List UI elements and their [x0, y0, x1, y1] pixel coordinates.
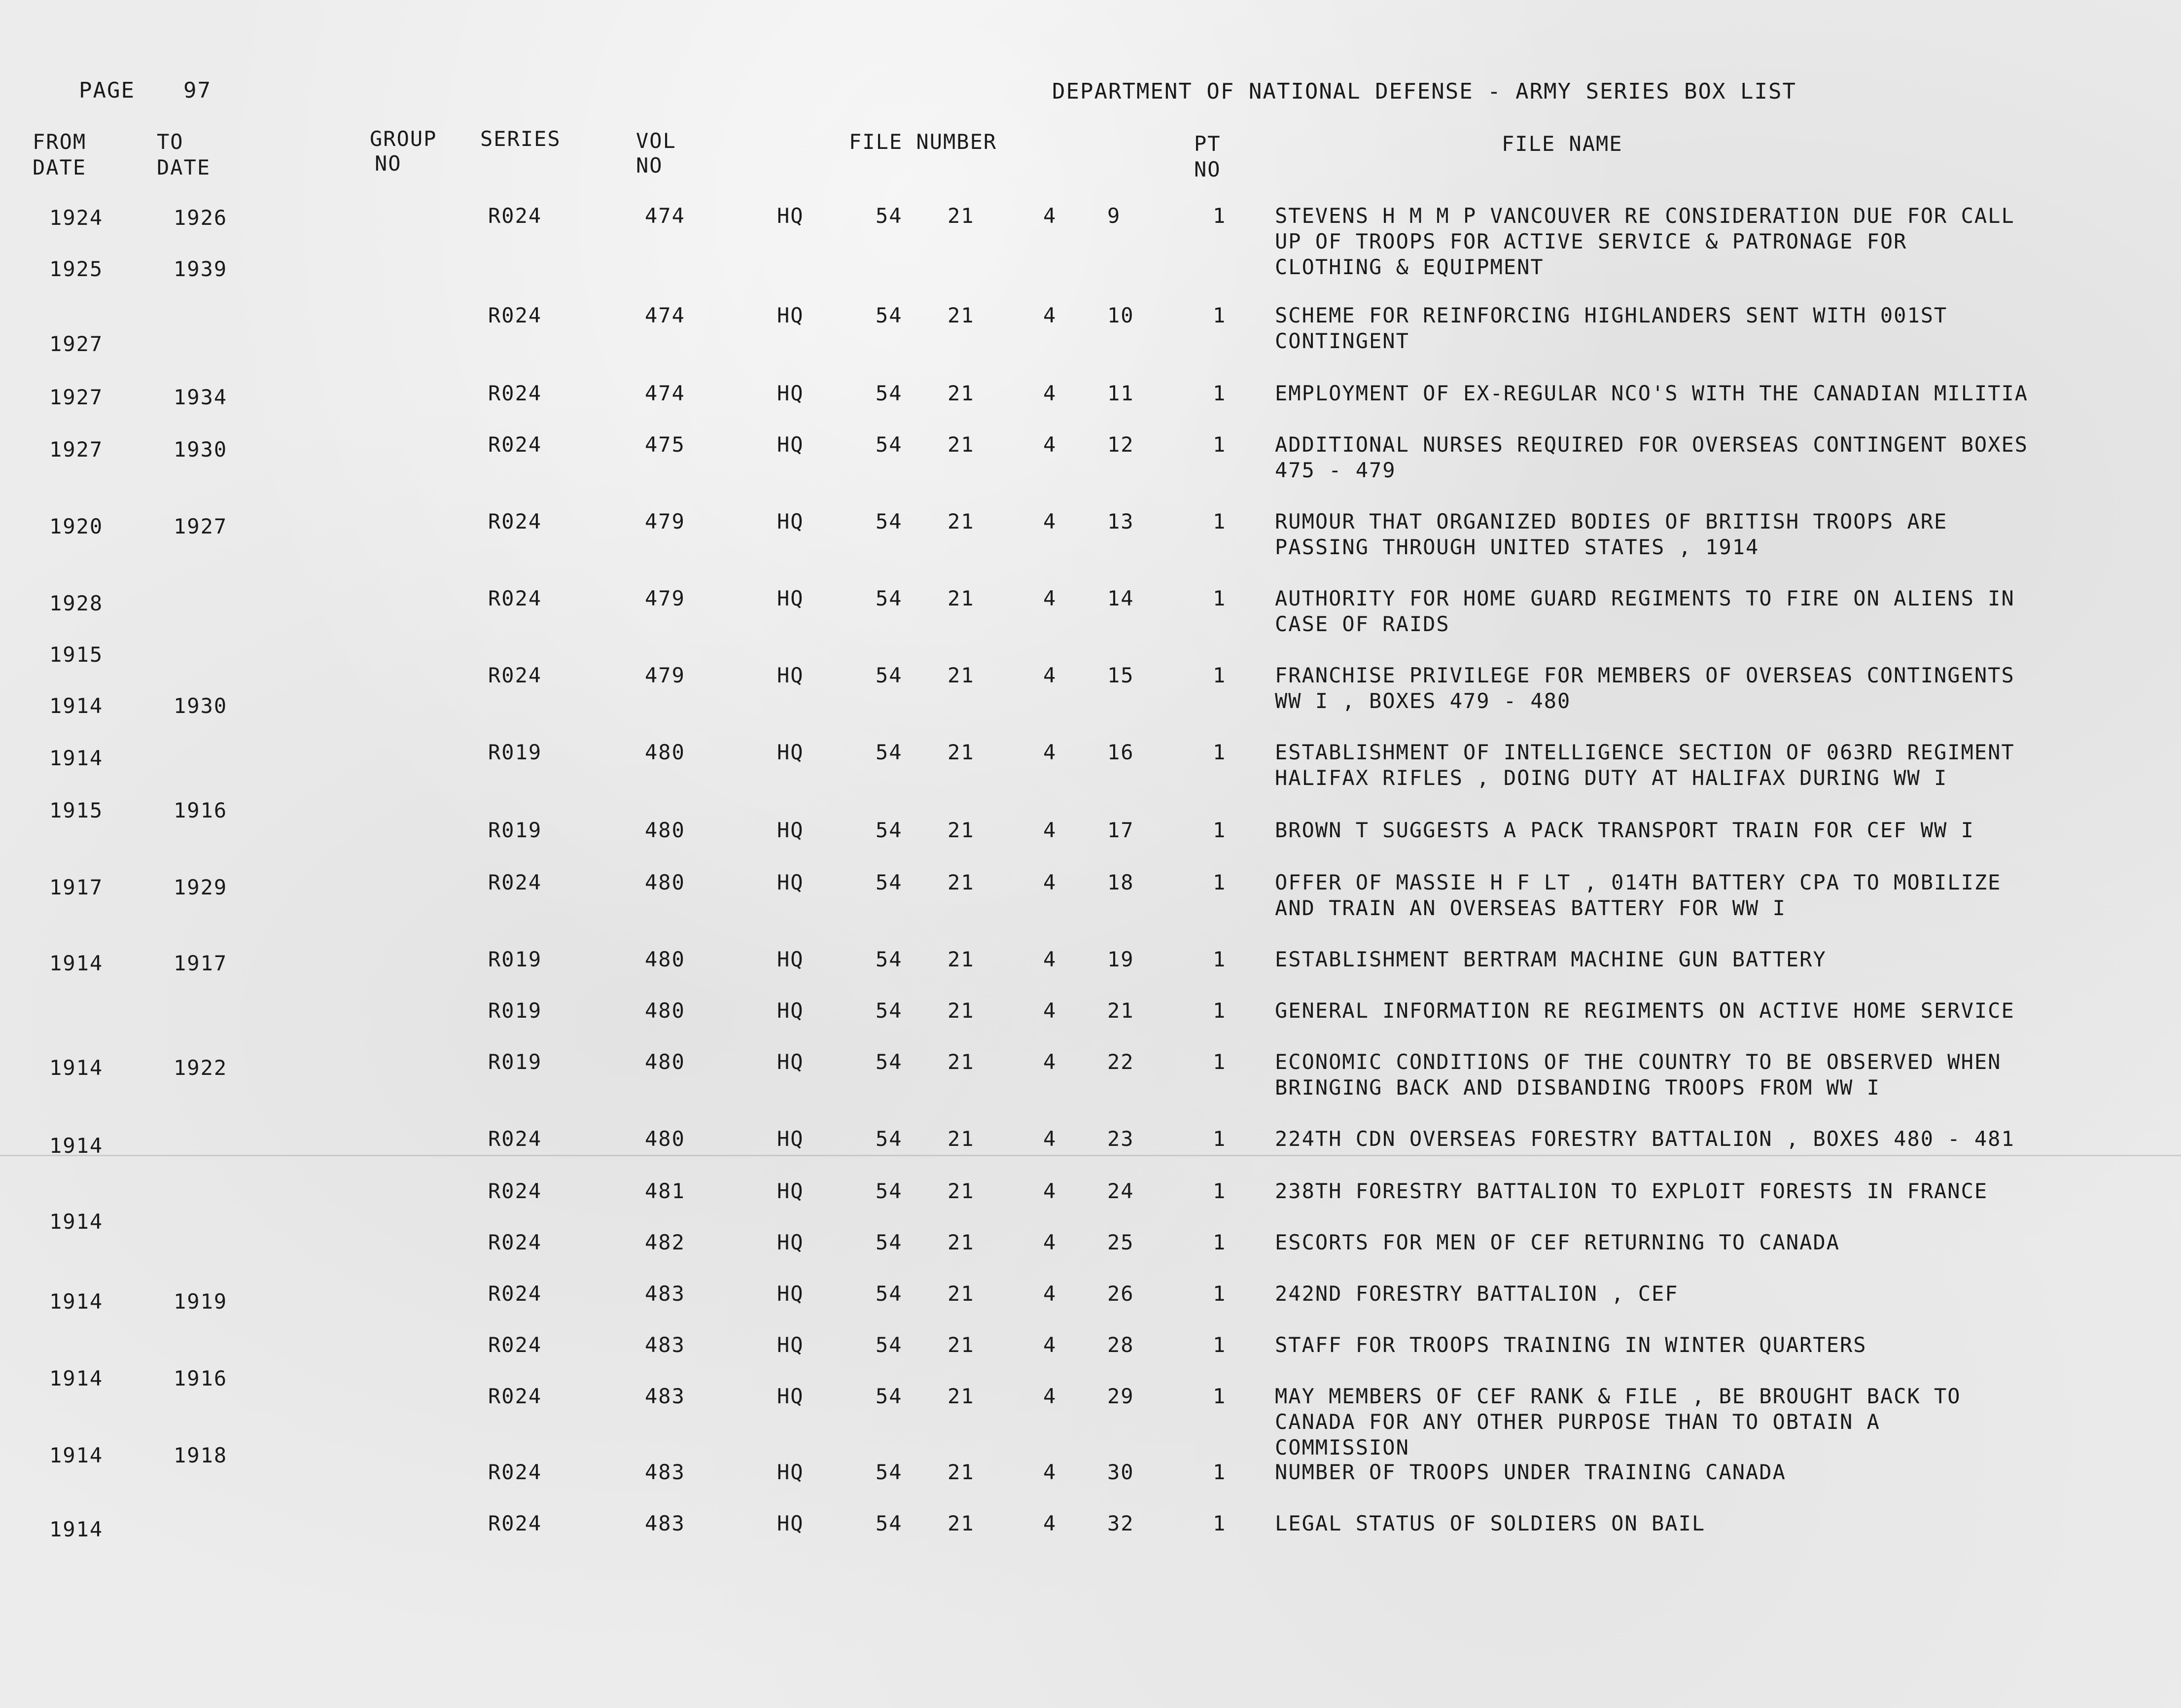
file-number-part-2: 21	[948, 1333, 975, 1357]
vol-no: 483	[645, 1511, 685, 1535]
file-number-part-2: 21	[948, 1281, 975, 1306]
from-date: 1927	[49, 385, 104, 409]
file-name-line: AUTHORITY FOR HOME GUARD REGIMENTS TO FIRE ON ALIENS IN	[1275, 586, 2015, 610]
file-number-part-4: 15	[1107, 663, 1134, 687]
to-date: 1929	[174, 875, 228, 899]
from-date: 1924	[49, 206, 104, 230]
series: R024	[488, 204, 542, 228]
from-date: 1915	[49, 642, 104, 667]
file-number-part-3: 4	[1043, 740, 1057, 764]
col-header-series: SERIES	[480, 127, 561, 151]
col-header-to: TO	[157, 130, 184, 154]
vol-no: 483	[645, 1384, 685, 1408]
file-name-line: 242ND FORESTRY BATTALION , CEF	[1275, 1281, 1679, 1306]
file-name-line: STEVENS H M M P VANCOUVER RE CONSIDERATION DUE FOR CALL	[1275, 204, 2015, 228]
file-number-part-4: 17	[1107, 818, 1134, 842]
file-number-part-4: 13	[1107, 509, 1134, 534]
file-number-part-3: 4	[1043, 204, 1057, 228]
series: R024	[488, 1179, 542, 1203]
file-number-part-1: 54	[876, 1460, 903, 1484]
file-name-line: BROWN T SUGGESTS A PACK TRANSPORT TRAIN FOR CEF WW I	[1275, 818, 1974, 842]
pt-no: 1	[1213, 998, 1227, 1023]
from-date: 1927	[49, 332, 104, 356]
file-number-part-1: 54	[876, 586, 903, 610]
file-number-part-2: 21	[948, 1230, 975, 1254]
from-date: 1928	[49, 591, 104, 615]
pt-no: 1	[1213, 586, 1227, 610]
file-number-part-4: 24	[1107, 1179, 1134, 1203]
series: R024	[488, 870, 542, 894]
file-number-part-4: 29	[1107, 1384, 1134, 1408]
hq-code: HQ	[777, 1230, 804, 1254]
file-name-line: 224TH CDN OVERSEAS FORESTRY BATTALION , BOXES 480 - 481	[1275, 1127, 2015, 1151]
col-header-vol-no: NO	[636, 153, 663, 178]
file-number-part-3: 4	[1043, 1127, 1057, 1151]
file-number-part-2: 21	[948, 818, 975, 842]
series: R024	[488, 381, 542, 405]
file-number-part-2: 21	[948, 663, 975, 687]
hq-code: HQ	[777, 204, 804, 228]
vol-no: 480	[645, 818, 685, 842]
to-date: 1922	[174, 1056, 228, 1080]
file-number-part-1: 54	[876, 1281, 903, 1306]
col-header-pt-no: NO	[1194, 157, 1221, 181]
file-name-line: BRINGING BACK AND DISBANDING TROOPS FROM WW I	[1275, 1075, 1880, 1100]
file-name-line: STAFF FOR TROOPS TRAINING IN WINTER QUARTERS	[1275, 1333, 1867, 1357]
pt-no: 1	[1213, 204, 1227, 228]
page-label: PAGE	[79, 78, 135, 103]
pt-no: 1	[1213, 1050, 1227, 1074]
file-name-line: ADDITIONAL NURSES REQUIRED FOR OVERSEAS CONTINGENT BOXES	[1275, 432, 2029, 457]
col-header-file-name: FILE NAME	[1502, 132, 1623, 156]
file-number-part-1: 54	[876, 740, 903, 764]
from-date: 1920	[49, 514, 104, 538]
vol-no: 480	[645, 1127, 685, 1151]
file-number-part-4: 11	[1107, 381, 1134, 405]
vol-no: 479	[645, 509, 685, 534]
file-number-part-1: 54	[876, 303, 903, 327]
file-number-part-4: 22	[1107, 1050, 1134, 1074]
file-number-part-1: 54	[876, 663, 903, 687]
file-number-part-2: 21	[948, 1511, 975, 1535]
hq-code: HQ	[777, 1127, 804, 1151]
file-number-part-4: 16	[1107, 740, 1134, 764]
file-number-part-4: 14	[1107, 586, 1134, 610]
file-number-part-3: 4	[1043, 303, 1057, 327]
col-header-from-date: DATE	[33, 155, 87, 179]
series: R024	[488, 663, 542, 687]
file-number-part-1: 54	[876, 1230, 903, 1254]
file-number-part-2: 21	[948, 303, 975, 327]
from-date: 1915	[49, 798, 104, 822]
series: R019	[488, 740, 542, 764]
file-number-part-4: 28	[1107, 1333, 1134, 1357]
file-number-part-1: 54	[876, 818, 903, 842]
file-number-part-3: 4	[1043, 1384, 1057, 1408]
file-number-part-2: 21	[948, 204, 975, 228]
hq-code: HQ	[777, 432, 804, 457]
hq-code: HQ	[777, 740, 804, 764]
from-date: 1914	[49, 1289, 104, 1314]
file-number-part-3: 4	[1043, 998, 1057, 1023]
file-name-line: 475 - 479	[1275, 458, 1396, 482]
from-date: 1917	[49, 875, 104, 899]
file-name-line: RUMOUR THAT ORGANIZED BODIES OF BRITISH TROOPS ARE	[1275, 509, 1948, 534]
file-number-part-3: 4	[1043, 1460, 1057, 1484]
from-date: 1914	[49, 1366, 104, 1390]
col-header-vol: VOL	[636, 129, 676, 153]
series: R024	[488, 1230, 542, 1254]
pt-no: 1	[1213, 1384, 1227, 1408]
file-name-line: GENERAL INFORMATION RE REGIMENTS ON ACTIVE HOME SERVICE	[1275, 998, 2015, 1023]
file-number-part-4: 23	[1107, 1127, 1134, 1151]
file-name-line: SCHEME FOR REINFORCING HIGHLANDERS SENT WITH 001ST	[1275, 303, 1948, 327]
to-date: 1939	[174, 257, 228, 281]
vol-no: 479	[645, 586, 685, 610]
file-number-part-3: 4	[1043, 509, 1057, 534]
col-header-from: FROM	[33, 130, 87, 154]
pt-no: 1	[1213, 740, 1227, 764]
hq-code: HQ	[777, 818, 804, 842]
hq-code: HQ	[777, 586, 804, 610]
hq-code: HQ	[777, 947, 804, 971]
vol-no: 480	[645, 947, 685, 971]
file-name-line: CLOTHING & EQUIPMENT	[1275, 255, 1544, 279]
from-date: 1914	[49, 694, 104, 718]
file-name-line: CONTINGENT	[1275, 329, 1409, 353]
vol-no: 481	[645, 1179, 685, 1203]
file-name-line: LEGAL STATUS OF SOLDIERS ON BAIL	[1275, 1511, 1706, 1535]
file-name-line: HALIFAX RIFLES , DOING DUTY AT HALIFAX DURING WW I	[1275, 766, 1948, 790]
hq-code: HQ	[777, 381, 804, 405]
pt-no: 1	[1213, 947, 1227, 971]
file-number-part-3: 4	[1043, 870, 1057, 894]
from-date: 1914	[49, 1056, 104, 1080]
file-number-part-2: 21	[948, 1460, 975, 1484]
from-date: 1914	[49, 951, 104, 975]
file-name-line: 238TH FORESTRY BATTALION TO EXPLOIT FORESTS IN FRANCE	[1275, 1179, 1988, 1203]
file-number-part-2: 21	[948, 1179, 975, 1203]
series: R024	[488, 1511, 542, 1535]
vol-no: 479	[645, 663, 685, 687]
from-date: 1925	[49, 257, 104, 281]
file-number-part-2: 21	[948, 381, 975, 405]
series: R024	[488, 1127, 542, 1151]
file-name-line: ESCORTS FOR MEN OF CEF RETURNING TO CANADA	[1275, 1230, 1840, 1254]
file-number-part-1: 54	[876, 1050, 903, 1074]
page-number: 97	[183, 78, 211, 103]
col-header-file-number: FILE NUMBER	[849, 130, 997, 154]
hq-code: HQ	[777, 663, 804, 687]
from-date: 1914	[49, 1134, 104, 1158]
scan-line	[0, 1155, 2181, 1156]
hq-code: HQ	[777, 303, 804, 327]
pt-no: 1	[1213, 1127, 1227, 1151]
hq-code: HQ	[777, 1050, 804, 1074]
file-number-part-3: 4	[1043, 663, 1057, 687]
hq-code: HQ	[777, 998, 804, 1023]
pt-no: 1	[1213, 1179, 1227, 1203]
hq-code: HQ	[777, 870, 804, 894]
file-number-part-2: 21	[948, 998, 975, 1023]
vol-no: 482	[645, 1230, 685, 1254]
file-number-part-2: 21	[948, 509, 975, 534]
file-number-part-2: 21	[948, 1384, 975, 1408]
series: R024	[488, 1384, 542, 1408]
pt-no: 1	[1213, 818, 1227, 842]
from-date: 1927	[49, 437, 104, 462]
file-number-part-4: 18	[1107, 870, 1134, 894]
col-header-group: GROUP	[370, 127, 437, 151]
file-number-part-4: 30	[1107, 1460, 1134, 1484]
file-name-line: WW I , BOXES 479 - 480	[1275, 689, 1571, 713]
from-date: 1914	[49, 1517, 104, 1541]
file-number-part-2: 21	[948, 1127, 975, 1151]
file-number-part-3: 4	[1043, 1511, 1057, 1535]
series: R024	[488, 303, 542, 327]
file-number-part-4: 9	[1107, 204, 1121, 228]
col-header-group-no: NO	[375, 151, 402, 176]
vol-no: 480	[645, 998, 685, 1023]
series: R019	[488, 947, 542, 971]
file-number-part-3: 4	[1043, 1281, 1057, 1306]
file-number-part-4: 10	[1107, 303, 1134, 327]
file-name-line: FRANCHISE PRIVILEGE FOR MEMBERS OF OVERSEAS CONTINGENTS	[1275, 663, 2015, 687]
file-number-part-1: 54	[876, 432, 903, 457]
file-number-part-1: 54	[876, 1384, 903, 1408]
series: R024	[488, 586, 542, 610]
file-number-part-3: 4	[1043, 586, 1057, 610]
file-number-part-1: 54	[876, 870, 903, 894]
file-name-line: PASSING THROUGH UNITED STATES , 1914	[1275, 535, 1759, 559]
pt-no: 1	[1213, 1333, 1227, 1357]
file-number-part-3: 4	[1043, 432, 1057, 457]
to-date: 1927	[174, 514, 228, 538]
file-name-line: EMPLOYMENT OF EX-REGULAR NCO'S WITH THE CANADIAN MILITIA	[1275, 381, 2029, 405]
series: R024	[488, 1460, 542, 1484]
series: R024	[488, 432, 542, 457]
file-number-part-3: 4	[1043, 1050, 1057, 1074]
vol-no: 480	[645, 1050, 685, 1074]
from-date: 1914	[49, 1443, 104, 1467]
file-name-line: COMMISSION	[1275, 1435, 1409, 1459]
file-name-line: UP OF TROOPS FOR ACTIVE SERVICE & PATRONAGE FOR	[1275, 229, 1907, 253]
hq-code: HQ	[777, 1179, 804, 1203]
to-date: 1919	[174, 1289, 228, 1314]
pt-no: 1	[1213, 509, 1227, 534]
file-number-part-1: 54	[876, 381, 903, 405]
hq-code: HQ	[777, 1281, 804, 1306]
pt-no: 1	[1213, 663, 1227, 687]
col-header-pt: PT	[1194, 132, 1221, 156]
pt-no: 1	[1213, 1460, 1227, 1484]
file-number-part-4: 19	[1107, 947, 1134, 971]
file-name-line: CASE OF RAIDS	[1275, 612, 1450, 636]
file-number-part-4: 26	[1107, 1281, 1134, 1306]
series: R024	[488, 509, 542, 534]
vol-no: 480	[645, 870, 685, 894]
vol-no: 483	[645, 1460, 685, 1484]
file-number-part-1: 54	[876, 1179, 903, 1203]
file-number-part-3: 4	[1043, 818, 1057, 842]
file-number-part-2: 21	[948, 1050, 975, 1074]
file-number-part-1: 54	[876, 1511, 903, 1535]
file-number-part-1: 54	[876, 998, 903, 1023]
file-name-line: NUMBER OF TROOPS UNDER TRAINING CANADA	[1275, 1460, 1786, 1484]
file-number-part-1: 54	[876, 204, 903, 228]
file-number-part-1: 54	[876, 1127, 903, 1151]
file-number-part-2: 21	[948, 947, 975, 971]
file-number-part-1: 54	[876, 1333, 903, 1357]
file-number-part-3: 4	[1043, 1230, 1057, 1254]
hq-code: HQ	[777, 1384, 804, 1408]
vol-no: 480	[645, 740, 685, 764]
file-number-part-3: 4	[1043, 1333, 1057, 1357]
file-number-part-4: 12	[1107, 432, 1134, 457]
file-number-part-2: 21	[948, 870, 975, 894]
vol-no: 474	[645, 204, 685, 228]
hq-code: HQ	[777, 509, 804, 534]
to-date: 1916	[174, 798, 228, 822]
file-number-part-2: 21	[948, 586, 975, 610]
series: R024	[488, 1281, 542, 1306]
to-date: 1918	[174, 1443, 228, 1467]
to-date: 1934	[174, 385, 228, 409]
vol-no: 483	[645, 1281, 685, 1306]
file-number-part-2: 21	[948, 432, 975, 457]
to-date: 1917	[174, 951, 228, 975]
series: R024	[488, 1333, 542, 1357]
pt-no: 1	[1213, 303, 1227, 327]
page-title: DEPARTMENT OF NATIONAL DEFENSE - ARMY SERIES BOX LIST	[1052, 79, 1796, 104]
pt-no: 1	[1213, 1281, 1227, 1306]
file-number-part-2: 21	[948, 740, 975, 764]
file-name-line: ESTABLISHMENT OF INTELLIGENCE SECTION OF 063RD REGIMENT	[1275, 740, 2015, 764]
file-number-part-3: 4	[1043, 1179, 1057, 1203]
vol-no: 474	[645, 381, 685, 405]
hq-code: HQ	[777, 1333, 804, 1357]
to-date: 1926	[174, 206, 228, 230]
file-name-line: OFFER OF MASSIE H F LT , 014TH BATTERY CPA TO MOBILIZE	[1275, 870, 2002, 894]
to-date: 1930	[174, 437, 228, 462]
file-number-part-4: 32	[1107, 1511, 1134, 1535]
file-name-line: AND TRAIN AN OVERSEAS BATTERY FOR WW I	[1275, 896, 1786, 920]
pt-no: 1	[1213, 1511, 1227, 1535]
col-header-to-date: DATE	[157, 155, 211, 179]
hq-code: HQ	[777, 1460, 804, 1484]
pt-no: 1	[1213, 381, 1227, 405]
series: R019	[488, 998, 542, 1023]
to-date: 1930	[174, 694, 228, 718]
pt-no: 1	[1213, 870, 1227, 894]
from-date: 1914	[49, 1210, 104, 1234]
file-name-line: MAY MEMBERS OF CEF RANK & FILE , BE BROUGHT BACK TO	[1275, 1384, 1961, 1408]
file-number-part-4: 21	[1107, 998, 1134, 1023]
file-number-part-1: 54	[876, 509, 903, 534]
vol-no: 475	[645, 432, 685, 457]
file-name-line: ECONOMIC CONDITIONS OF THE COUNTRY TO BE OBSERVED WHEN	[1275, 1050, 2002, 1074]
vol-no: 483	[645, 1333, 685, 1357]
file-name-line: ESTABLISHMENT BERTRAM MACHINE GUN BATTERY	[1275, 947, 1827, 971]
pt-no: 1	[1213, 432, 1227, 457]
from-date: 1914	[49, 746, 104, 770]
file-number-part-1: 54	[876, 947, 903, 971]
file-number-part-3: 4	[1043, 947, 1057, 971]
file-number-part-4: 25	[1107, 1230, 1134, 1254]
series: R019	[488, 818, 542, 842]
file-number-part-3: 4	[1043, 381, 1057, 405]
pt-no: 1	[1213, 1230, 1227, 1254]
vol-no: 474	[645, 303, 685, 327]
hq-code: HQ	[777, 1511, 804, 1535]
to-date: 1916	[174, 1366, 228, 1390]
series: R019	[488, 1050, 542, 1074]
file-name-line: CANADA FOR ANY OTHER PURPOSE THAN TO OBTAIN A	[1275, 1410, 1880, 1434]
